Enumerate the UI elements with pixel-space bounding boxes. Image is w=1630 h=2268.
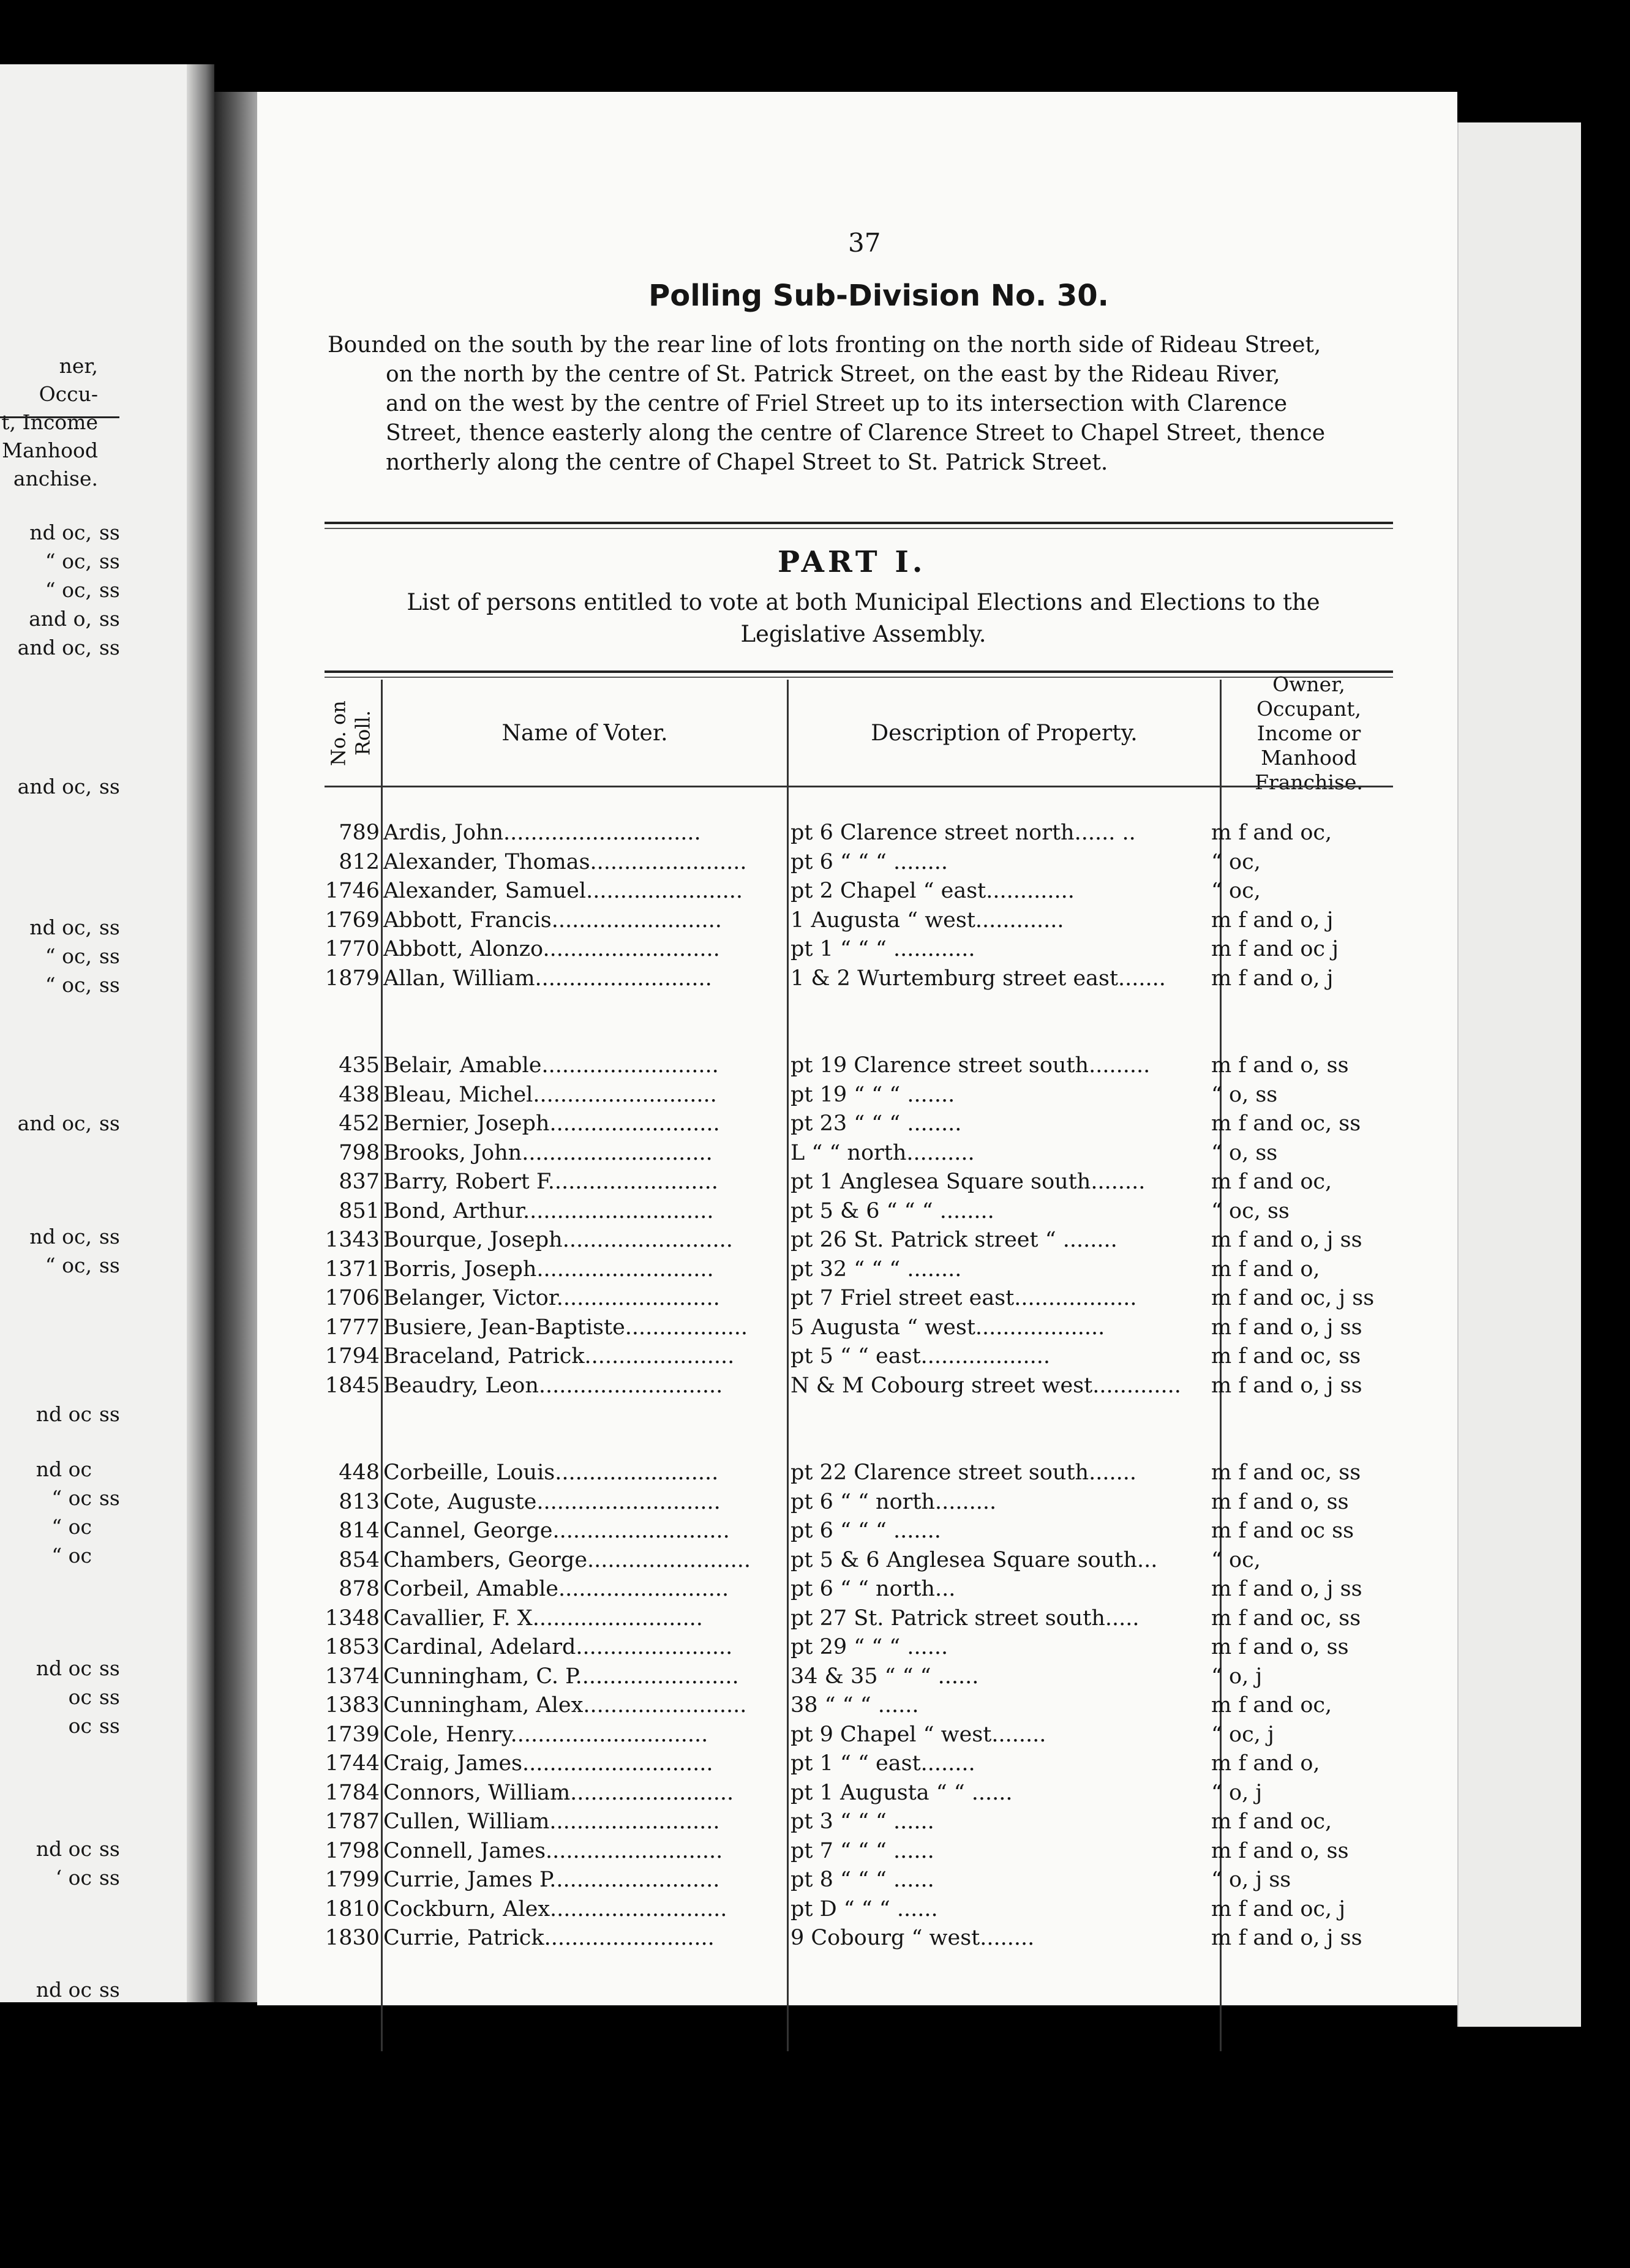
facing-page-franchise: “ oc, bbox=[45, 578, 92, 602]
table-row bbox=[318, 1837, 1396, 1866]
voter-name: Bernier, Joseph......................... bbox=[383, 1111, 720, 1136]
facing-page-mark: ss bbox=[99, 636, 120, 659]
franchise: “ o, ss bbox=[1211, 1140, 1278, 1165]
property-description: pt 27 St. Patrick street south..... bbox=[791, 1605, 1140, 1631]
boundary-line: and on the west by the centre of Friel Street up to its intersection with Clarence bbox=[386, 391, 1288, 416]
voter-name: Connors, William........................ bbox=[383, 1780, 734, 1805]
boundary-line: on the north by the centre of St. Patrick Street, on the east by the Rideau River, bbox=[386, 362, 1280, 387]
franchise: m f and oc, ss bbox=[1211, 1605, 1361, 1631]
page-number: 37 bbox=[848, 228, 881, 258]
roll-number: 448 bbox=[339, 1460, 380, 1485]
roll-number: 837 bbox=[339, 1170, 380, 1194]
franchise: m f and o, ss bbox=[1211, 1838, 1349, 1863]
facing-page-franchise: nd oc bbox=[36, 1837, 92, 1861]
voter-name: Bleau, Michel........................... bbox=[383, 1082, 717, 1107]
table-row bbox=[318, 1168, 1396, 1196]
roll-number: 1799 bbox=[325, 1868, 380, 1892]
table-row bbox=[318, 1721, 1396, 1749]
voter-name: Abbott, Alonzo.......................... bbox=[383, 937, 720, 961]
table-row bbox=[318, 1081, 1396, 1110]
property-description: pt 6 Clarence street north...... .. bbox=[791, 820, 1136, 845]
franchise: “ oc, bbox=[1211, 849, 1261, 874]
voter-name: Borris, Joseph.......................... bbox=[383, 1256, 714, 1282]
voter-name: Cardinal, Adelard....................... bbox=[383, 1635, 733, 1659]
franchise: m f and o, bbox=[1211, 1256, 1320, 1282]
facing-page-row bbox=[0, 944, 136, 968]
table-row bbox=[318, 1313, 1396, 1342]
facing-page-row bbox=[0, 1111, 136, 1135]
roll-number: 789 bbox=[339, 820, 380, 845]
roll-number: 813 bbox=[339, 1489, 380, 1514]
roll-number: 851 bbox=[339, 1198, 380, 1223]
franchise: m f and o, j ss bbox=[1211, 1228, 1362, 1252]
facing-page-mark: ss bbox=[99, 1402, 120, 1426]
property-description: pt 5 “ “ east................... bbox=[791, 1344, 1051, 1369]
franchise: m f and oc, j bbox=[1211, 1896, 1346, 1921]
voter-name: Cunningham, Alex........................ bbox=[383, 1693, 747, 1718]
roll-number: 1383 bbox=[325, 1693, 380, 1718]
facing-page-franchise: oc bbox=[68, 1685, 92, 1709]
facing-page-mark: ss bbox=[99, 973, 120, 997]
franchise: “ oc, bbox=[1211, 1547, 1261, 1572]
franchise: m f and o, ss bbox=[1211, 1489, 1349, 1514]
voter-name: Cote, Auguste........................... bbox=[383, 1489, 721, 1514]
property-description: pt 6 “ “ north... bbox=[791, 1577, 956, 1601]
facing-page-row bbox=[0, 973, 136, 997]
property-description: 1 & 2 Wurtemburg street east....... bbox=[791, 966, 1166, 991]
table-row bbox=[318, 1139, 1396, 1168]
franchise: m f and oc, bbox=[1211, 1170, 1332, 1194]
property-description: 38 “ “ “ ...... bbox=[791, 1693, 919, 1718]
boundary-line: Street, thence easterly along the centre of Clarence Street to Chapel Street, thence bbox=[386, 421, 1326, 446]
facing-page-row bbox=[0, 1866, 136, 1890]
voter-name: Barry, Robert F......................... bbox=[383, 1170, 718, 1194]
property-description: pt 19 Clarence street south......... bbox=[791, 1053, 1151, 1078]
table-row bbox=[318, 1284, 1396, 1313]
facing-page-mark: ss bbox=[99, 1837, 120, 1861]
facing-page-row bbox=[0, 1656, 136, 1680]
page-spine bbox=[187, 64, 214, 2002]
header-name: Name of Voter. bbox=[501, 721, 668, 746]
roll-number: 854 bbox=[339, 1547, 380, 1572]
roll-number: 1348 bbox=[325, 1605, 380, 1631]
franchise: m f and o, ss bbox=[1211, 1053, 1349, 1078]
voter-name: Abbott, Francis......................... bbox=[383, 907, 722, 933]
voter-name: Cole, Henry............................. bbox=[383, 1722, 708, 1747]
franchise: m f and o, j bbox=[1211, 907, 1334, 933]
franchise: m f and oc, ss bbox=[1211, 1344, 1361, 1369]
facing-page-row bbox=[0, 1225, 136, 1249]
facing-page-row bbox=[0, 1515, 136, 1539]
franchise: m f and oc ss bbox=[1211, 1519, 1354, 1543]
property-description: 5 Augusta “ west................... bbox=[791, 1315, 1105, 1340]
voter-name: Alexander, Thomas....................... bbox=[383, 849, 747, 874]
facing-page-franchise: nd oc, bbox=[29, 520, 92, 544]
roll-number: 1810 bbox=[325, 1896, 380, 1921]
property-description: 1 Augusta “ west............. bbox=[791, 907, 1064, 933]
property-description: pt 8 “ “ “ ...... bbox=[791, 1868, 934, 1892]
franchise: m f and o, j ss bbox=[1211, 1373, 1362, 1398]
facing-page-mark: ss bbox=[99, 607, 120, 631]
roll-number: 1371 bbox=[325, 1256, 380, 1282]
table-row bbox=[318, 1517, 1396, 1545]
section-rule bbox=[325, 528, 1393, 529]
property-description: pt 7 “ “ “ ...... bbox=[791, 1838, 934, 1863]
voter-name: Cunningham, C. P........................ bbox=[383, 1664, 739, 1689]
facing-page-franchise: nd oc bbox=[36, 1402, 92, 1426]
voter-name: Belanger, Victor........................ bbox=[383, 1286, 720, 1310]
table-row bbox=[318, 964, 1396, 993]
roll-number: 1787 bbox=[325, 1809, 380, 1834]
franchise: m f and oc, ss bbox=[1211, 1111, 1361, 1136]
facing-page-mark: ss bbox=[99, 1111, 120, 1135]
franchise: m f and o, j bbox=[1211, 966, 1334, 991]
franchise: m f and o, j ss bbox=[1211, 1577, 1362, 1601]
property-description: pt 3 “ “ “ ...... bbox=[791, 1809, 934, 1834]
facing-page-row bbox=[0, 636, 136, 659]
table-row bbox=[318, 1924, 1396, 1953]
header-description: Description of Property. bbox=[871, 721, 1138, 746]
property-description: pt 6 “ “ north......... bbox=[791, 1489, 997, 1514]
facing-page-row bbox=[0, 1402, 136, 1426]
roll-number: 435 bbox=[339, 1053, 380, 1078]
voter-name: Cullen, William......................... bbox=[383, 1809, 720, 1834]
property-description: pt 7 Friel street east.................. bbox=[791, 1286, 1137, 1310]
franchise: “ oc, bbox=[1211, 879, 1261, 903]
part-title: PART I. bbox=[778, 545, 926, 579]
table-row bbox=[318, 935, 1396, 964]
table-row bbox=[318, 1895, 1396, 1924]
franchise: m f and oc, bbox=[1211, 1693, 1332, 1718]
facing-page-franchise: “ oc bbox=[51, 1486, 92, 1510]
table-row bbox=[318, 819, 1396, 847]
property-description: 34 & 35 “ “ “ ...... bbox=[791, 1664, 979, 1689]
property-description: pt 23 “ “ “ ........ bbox=[791, 1111, 962, 1136]
franchise: m f and o, ss bbox=[1211, 1635, 1349, 1659]
facing-page-franchise: oc bbox=[68, 1714, 92, 1738]
property-description: pt 5 & 6 Anglesea Square south... bbox=[791, 1547, 1158, 1572]
franchise: m f and oc j bbox=[1211, 937, 1339, 961]
facing-page-mark: ss bbox=[99, 1685, 120, 1709]
facing-page-mark: ss bbox=[99, 1253, 120, 1277]
facing-page-mark: ss bbox=[99, 1486, 120, 1510]
table-row bbox=[318, 848, 1396, 877]
roll-number: 1845 bbox=[325, 1373, 380, 1398]
property-description: pt 1 “ “ east........ bbox=[791, 1751, 975, 1776]
roll-number: 814 bbox=[339, 1519, 380, 1543]
voter-name: Chambers, George........................ bbox=[383, 1547, 751, 1572]
facing-page-franchise: “ oc, bbox=[45, 1253, 92, 1277]
table-row bbox=[318, 1779, 1396, 1808]
roll-number: 1374 bbox=[325, 1664, 380, 1689]
voter-name: Corbeille, Louis........................ bbox=[383, 1460, 719, 1485]
facing-page-row bbox=[0, 607, 136, 631]
facing-page-franchise: and o, bbox=[29, 607, 92, 631]
facing-page-franchise: and oc, bbox=[17, 1111, 92, 1135]
voter-name: Cannel, George.......................... bbox=[383, 1519, 730, 1543]
roll-number: 1784 bbox=[325, 1780, 380, 1805]
property-description: pt 1 “ “ “ ............ bbox=[791, 937, 975, 961]
property-description: pt 32 “ “ “ ........ bbox=[791, 1256, 962, 1282]
facing-page-row bbox=[0, 578, 136, 602]
facing-page-franchise: nd oc, bbox=[29, 1225, 92, 1249]
table-row bbox=[318, 1051, 1396, 1080]
facing-page-franchise: nd oc bbox=[36, 1457, 92, 1481]
table-row bbox=[318, 1459, 1396, 1487]
facing-page-franchise: “ oc, bbox=[45, 973, 92, 997]
voter-name: Bourque, Joseph......................... bbox=[383, 1228, 733, 1252]
header-franchise: Owner, Occupant, Income or Manhood Franchise. bbox=[1255, 672, 1363, 794]
table-row bbox=[318, 906, 1396, 935]
facing-page-mark: ss bbox=[99, 944, 120, 968]
binding-gutter bbox=[214, 92, 263, 2002]
table-row bbox=[318, 1488, 1396, 1517]
table-row bbox=[318, 1226, 1396, 1255]
facing-page-franchise: “ oc, bbox=[45, 549, 92, 573]
facing-page-header: ner, Occu- t, Income Manhood anchise. bbox=[1, 354, 98, 490]
facing-page-mark: ss bbox=[99, 915, 120, 939]
roll-number: 878 bbox=[339, 1577, 380, 1601]
roll-number: 1798 bbox=[325, 1838, 380, 1863]
facing-page-mark: ss bbox=[99, 1225, 120, 1249]
franchise: “ oc, j bbox=[1211, 1722, 1274, 1747]
table-row bbox=[318, 1808, 1396, 1836]
roll-number: 1830 bbox=[325, 1926, 380, 1950]
roll-number: 1879 bbox=[325, 966, 380, 991]
table-row bbox=[318, 1197, 1396, 1226]
facing-page-row bbox=[0, 915, 136, 939]
property-description: L “ “ north.......... bbox=[791, 1140, 975, 1165]
facing-page-row bbox=[0, 1253, 136, 1277]
property-description: pt 26 St. Patrick street “ ........ bbox=[791, 1228, 1117, 1252]
facing-page-rule bbox=[0, 416, 119, 418]
property-description: pt 5 & 6 “ “ “ ........ bbox=[791, 1198, 994, 1223]
roll-number: 1706 bbox=[325, 1286, 380, 1310]
facing-page-franchise: and oc, bbox=[17, 775, 92, 798]
table-row bbox=[318, 1662, 1396, 1691]
header-roll: No. on Roll. bbox=[326, 700, 375, 766]
franchise: m f and oc, bbox=[1211, 820, 1332, 845]
voter-name: Currie, James P......................... bbox=[383, 1868, 720, 1892]
facing-page-row bbox=[0, 1714, 136, 1738]
franchise: “ oc, ss bbox=[1211, 1198, 1290, 1223]
roll-number: 438 bbox=[339, 1082, 380, 1107]
table-row bbox=[318, 1110, 1396, 1138]
boundary-line: Bounded on the south by the rear line of lots fronting on the north side of Rideau Street, bbox=[328, 332, 1321, 358]
facing-page-row bbox=[0, 1837, 136, 1861]
property-description: pt 2 Chapel “ east............. bbox=[791, 879, 1075, 903]
facing-page-franchise: nd oc bbox=[36, 1656, 92, 1680]
roll-number: 1746 bbox=[325, 879, 380, 903]
facing-page bbox=[0, 64, 214, 2002]
table-row bbox=[318, 1633, 1396, 1662]
part-intro: List of persons entitled to vote at both Municipal Elections and Elections to the Legislative Assembly. bbox=[407, 589, 1320, 647]
voter-name: Alexander, Samuel....................... bbox=[383, 879, 743, 903]
roll-number: 798 bbox=[339, 1140, 380, 1165]
facing-page-row bbox=[0, 1457, 136, 1481]
franchise: “ o, j bbox=[1211, 1780, 1263, 1805]
table-row bbox=[318, 1691, 1396, 1720]
voter-name: Beaudry, Leon........................... bbox=[383, 1373, 723, 1398]
facing-page-mark: ss bbox=[99, 520, 120, 544]
voter-name: Brooks, John............................ bbox=[383, 1140, 713, 1165]
facing-page-row bbox=[0, 1544, 136, 1568]
facing-page-mark: ss bbox=[99, 1714, 120, 1738]
table-row bbox=[318, 1342, 1396, 1371]
roll-number: 1739 bbox=[325, 1722, 380, 1747]
page-edge bbox=[1457, 122, 1581, 2027]
facing-page-mark: ss bbox=[99, 1978, 120, 2002]
table-row bbox=[318, 1255, 1396, 1284]
voter-name: Craig, James............................ bbox=[383, 1751, 713, 1776]
roll-number: 1343 bbox=[325, 1228, 380, 1252]
facing-page-mark: ss bbox=[99, 549, 120, 573]
facing-page-row bbox=[0, 1685, 136, 1709]
roll-number: 1853 bbox=[325, 1635, 380, 1659]
facing-page-mark: ss bbox=[99, 1866, 120, 1890]
facing-page-row bbox=[0, 1486, 136, 1510]
franchise: m f and oc, j ss bbox=[1211, 1286, 1375, 1310]
facing-page-franchise: nd oc bbox=[36, 1978, 92, 2002]
property-description: pt 19 “ “ “ ....... bbox=[791, 1082, 955, 1107]
property-description: 9 Cobourg “ west........ bbox=[791, 1926, 1035, 1950]
section-rule bbox=[325, 522, 1393, 524]
table-row bbox=[318, 1604, 1396, 1633]
property-description: pt 9 Chapel “ west........ bbox=[791, 1722, 1046, 1747]
voter-name: Corbeil, Amable......................... bbox=[383, 1577, 729, 1601]
facing-page-mark: ss bbox=[99, 1656, 120, 1680]
franchise: m f and o, j ss bbox=[1211, 1926, 1362, 1950]
facing-page-franchise: and oc, bbox=[17, 636, 92, 659]
header-rule bbox=[325, 786, 1393, 787]
page-title: Polling Sub-Division No. 30. bbox=[648, 279, 1109, 313]
property-description: pt 1 Augusta “ “ ...... bbox=[791, 1780, 1013, 1805]
voter-name: Connell, James.......................... bbox=[383, 1838, 723, 1863]
facing-page-row bbox=[0, 520, 136, 544]
franchise: “ o, ss bbox=[1211, 1082, 1278, 1107]
facing-page-mark: ss bbox=[99, 775, 120, 798]
property-description: pt 6 “ “ “ ....... bbox=[791, 1519, 941, 1543]
boundary-line: northerly along the centre of Chapel Street to St. Patrick Street. bbox=[386, 450, 1108, 475]
franchise: m f and oc, ss bbox=[1211, 1460, 1361, 1485]
franchise: “ o, j ss bbox=[1211, 1868, 1291, 1892]
facing-page-franchise: nd oc, bbox=[29, 915, 92, 939]
property-description: pt 6 “ “ “ ........ bbox=[791, 849, 948, 874]
table-row bbox=[318, 1749, 1396, 1778]
roll-number: 1794 bbox=[325, 1344, 380, 1369]
voter-name: Busiere, Jean-Baptiste.................. bbox=[383, 1315, 748, 1340]
facing-page-franchise: “ oc bbox=[51, 1515, 92, 1539]
table-row bbox=[318, 1866, 1396, 1894]
voter-name: Cockburn, Alex.......................... bbox=[383, 1896, 727, 1921]
property-description: pt 1 Anglesea Square south........ bbox=[791, 1170, 1146, 1194]
property-description: N & M Cobourg street west............. bbox=[791, 1373, 1181, 1398]
voter-name: Cavallier, F. X......................... bbox=[383, 1605, 703, 1631]
facing-page-franchise: ‘ oc bbox=[55, 1866, 92, 1890]
table-row bbox=[318, 877, 1396, 906]
voter-name: Currie, Patrick......................... bbox=[383, 1926, 715, 1950]
voter-name: Allan, William.......................... bbox=[383, 966, 712, 991]
property-description: pt D “ “ “ ...... bbox=[791, 1896, 938, 1921]
franchise: m f and oc, bbox=[1211, 1809, 1332, 1834]
facing-page-mark: ss bbox=[99, 578, 120, 602]
roll-number: 1770 bbox=[325, 937, 380, 961]
facing-page-row bbox=[0, 549, 136, 573]
franchise: m f and o, bbox=[1211, 1751, 1320, 1776]
voter-name: Braceland, Patrick...................... bbox=[383, 1344, 735, 1369]
voter-name: Belair, Amable.......................... bbox=[383, 1053, 719, 1078]
property-description: pt 29 “ “ “ ...... bbox=[791, 1635, 948, 1659]
roll-number: 452 bbox=[339, 1111, 380, 1136]
table-row bbox=[318, 1575, 1396, 1604]
table-row bbox=[318, 1546, 1396, 1575]
boundary-description bbox=[328, 331, 1393, 478]
roll-number: 812 bbox=[339, 849, 380, 874]
roll-number: 1744 bbox=[325, 1751, 380, 1776]
franchise: “ o, j bbox=[1211, 1664, 1263, 1689]
facing-page-row bbox=[0, 1978, 136, 2002]
facing-page-row bbox=[0, 775, 136, 798]
voter-name: Bond, Arthur............................ bbox=[383, 1198, 714, 1223]
table-row bbox=[318, 1372, 1396, 1400]
property-description: pt 22 Clarence street south....... bbox=[791, 1460, 1136, 1485]
voter-name: Ardis, John............................. bbox=[383, 820, 701, 845]
roll-number: 1777 bbox=[325, 1315, 380, 1340]
facing-page-franchise: “ oc, bbox=[45, 944, 92, 968]
franchise: m f and o, j ss bbox=[1211, 1315, 1362, 1340]
facing-page-franchise: “ oc bbox=[51, 1544, 92, 1568]
roll-number: 1769 bbox=[325, 907, 380, 933]
